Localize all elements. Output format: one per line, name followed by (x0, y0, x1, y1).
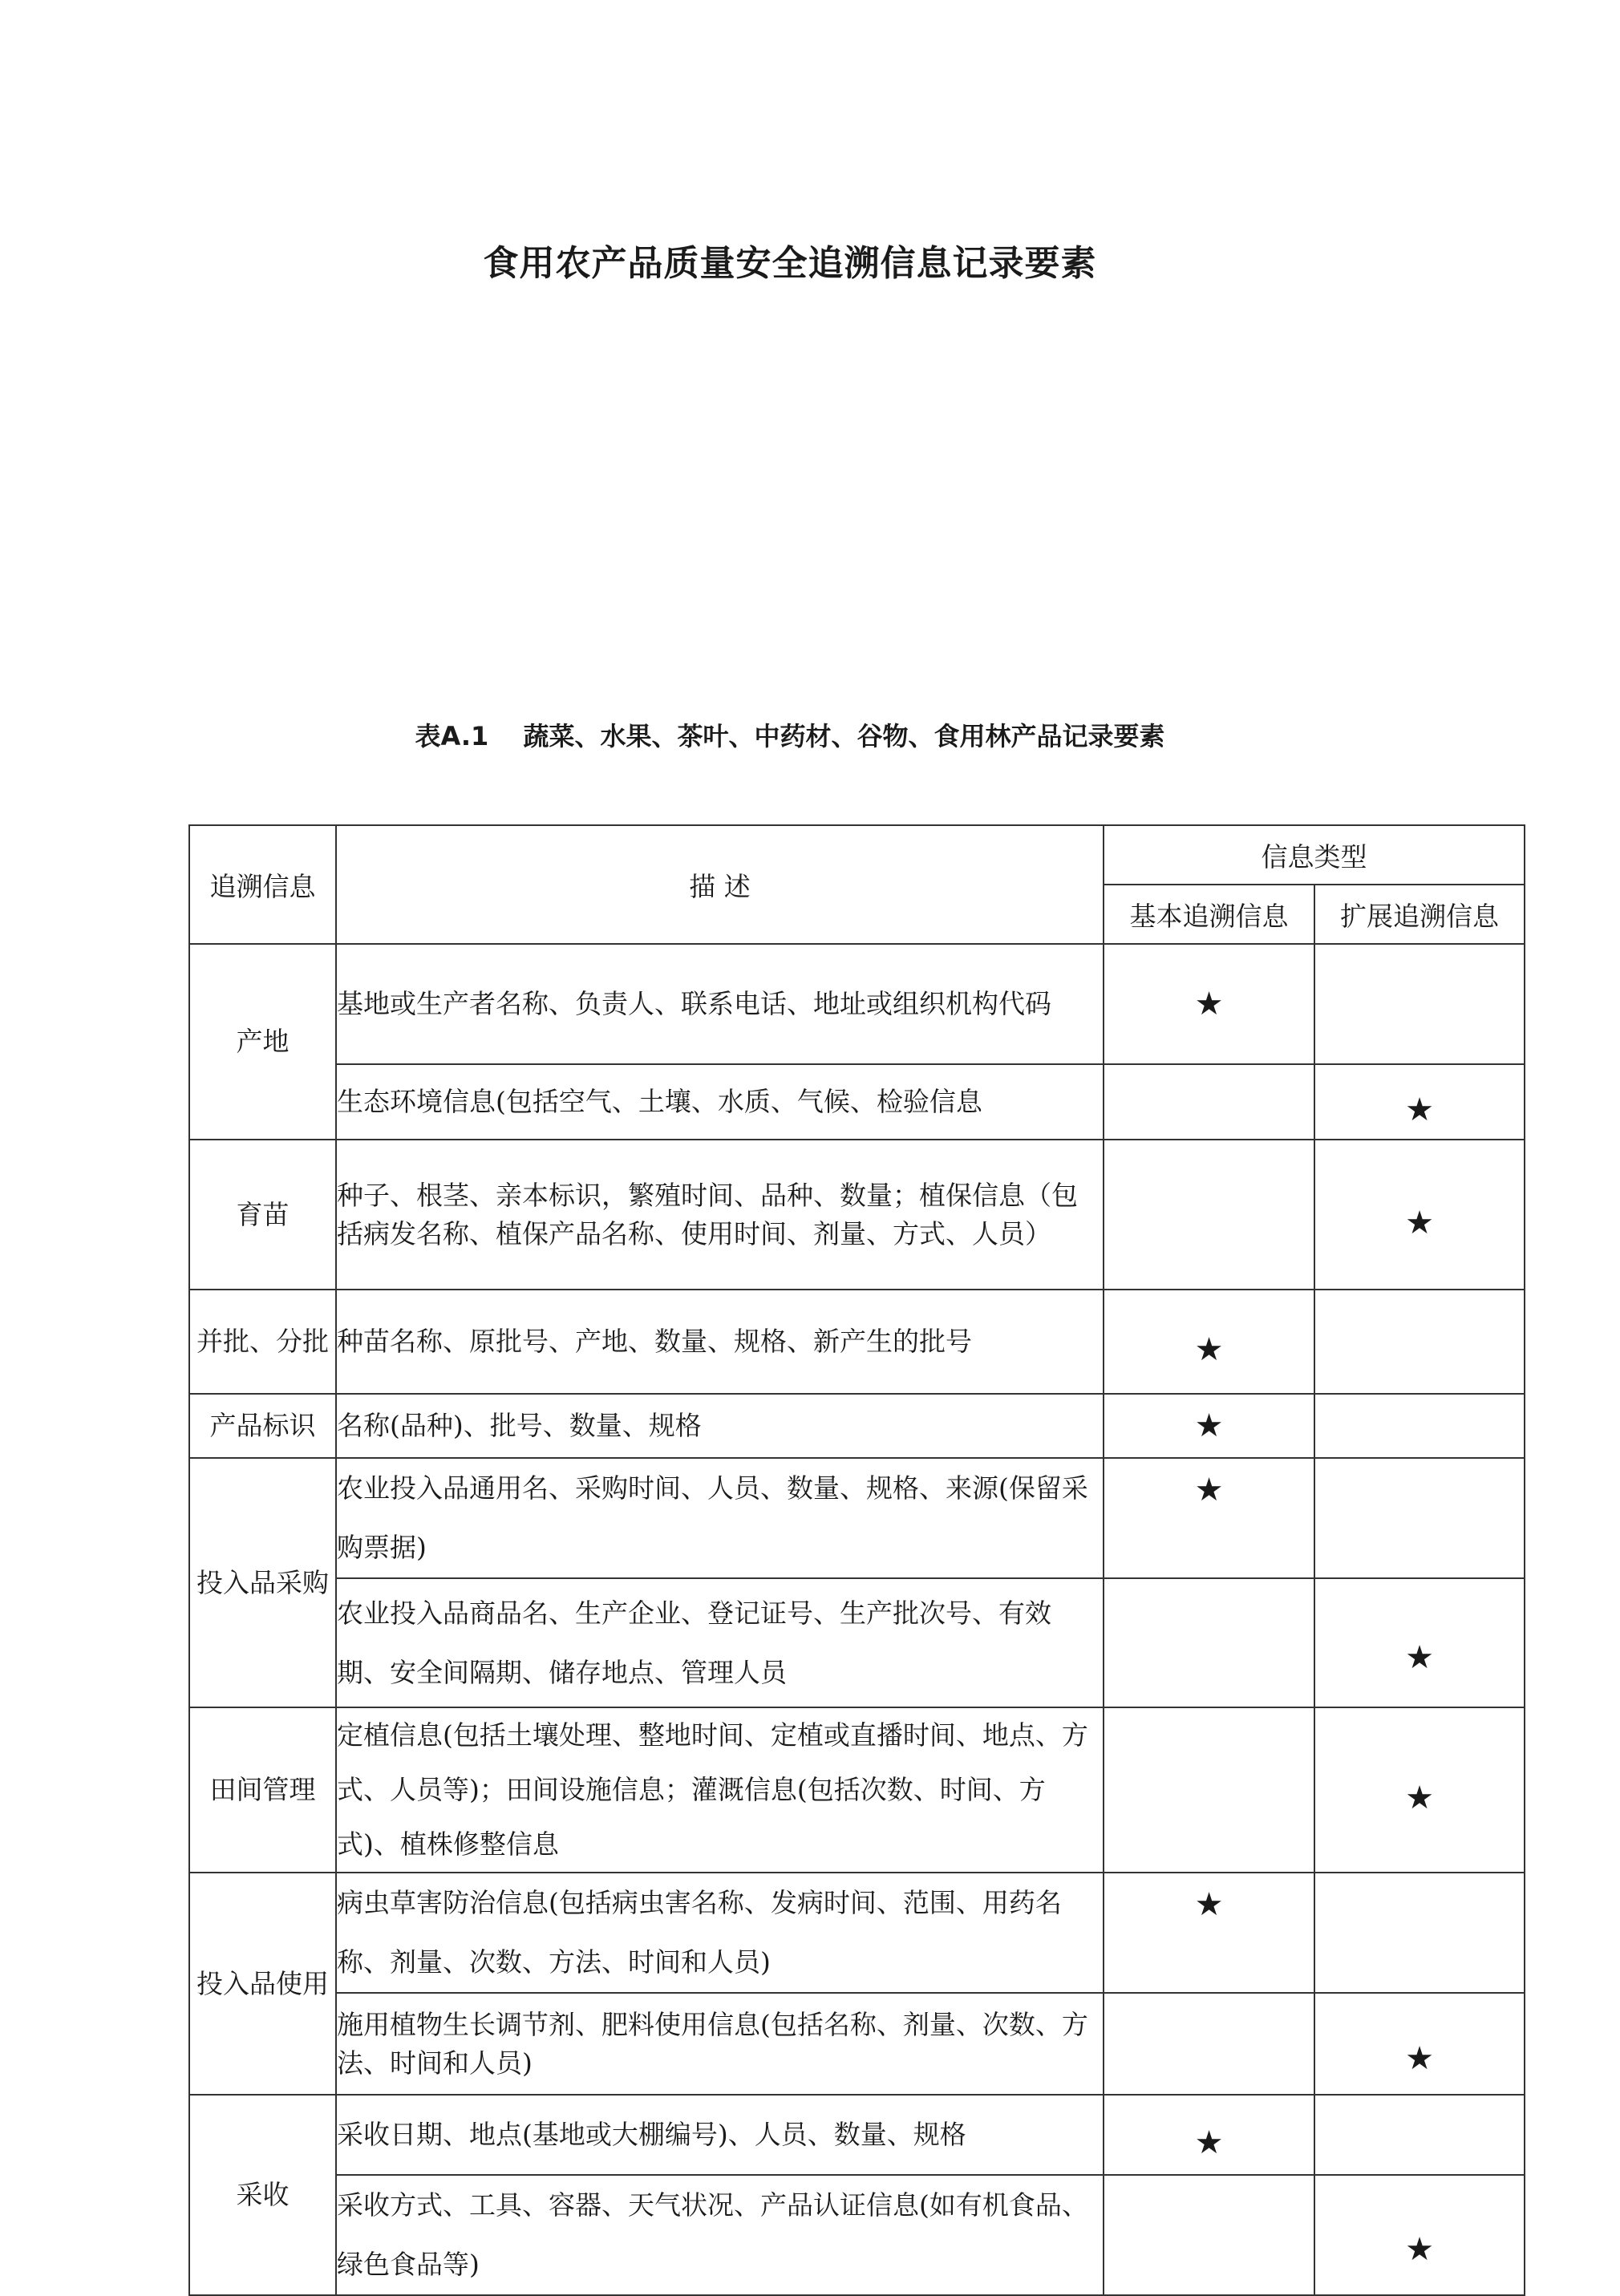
category-cell: 并批、分批 (189, 1290, 336, 1394)
basic-mark: ★ (1104, 944, 1314, 1064)
table-row (189, 1394, 1525, 1458)
category-cell: 投入品采购 (189, 1458, 336, 1707)
extended-mark: ★ (1314, 2175, 1525, 2295)
category-cell: 产品标识 (189, 1394, 336, 1458)
extended-mark (1314, 1458, 1525, 1578)
table-header-row (189, 825, 1525, 885)
basic-mark: ★ (1104, 2095, 1314, 2175)
header-basic-info: 基本追溯信息 (1104, 885, 1314, 944)
description-cell: 采收日期、地点(基地或大棚编号)、人员、数量、规格 (336, 2095, 1104, 2175)
table-row (189, 2095, 1525, 2175)
table-caption: 表A.1 蔬菜、水果、茶叶、中药材、谷物、食用林产品记录要素 (415, 721, 1165, 751)
basic-mark: ★ (1104, 1290, 1314, 1394)
trace-elements-table (188, 824, 1525, 2296)
header-extended-info: 扩展追溯信息 (1314, 885, 1525, 944)
table-row (189, 2175, 1525, 2295)
description-cell: 名称(品种)、批号、数量、规格 (336, 1394, 1104, 1458)
basic-mark (1104, 1064, 1314, 1140)
basic-mark (1104, 2175, 1314, 2295)
basic-mark (1104, 1578, 1314, 1707)
category-cell: 产地 (189, 944, 336, 1140)
extended-mark: ★ (1314, 1578, 1525, 1707)
table-row (189, 1873, 1525, 1993)
header-description: 描 述 (336, 825, 1104, 944)
extended-mark (1314, 2095, 1525, 2175)
description-cell: 种子、根茎、亲本标识，繁殖时间、品种、数量；植保信息（包括病发名称、植保产品名称、使用时间、剂量、方式、人员） (336, 1140, 1104, 1290)
basic-mark: ★ (1104, 1458, 1314, 1578)
table-row (189, 944, 1525, 1064)
basic-mark (1104, 1707, 1314, 1873)
description-cell: 病虫草害防治信息(包括病虫害名称、发病时间、范围、用药名称、剂量、次数、方法、时间和人员) (336, 1873, 1104, 1993)
extended-mark (1314, 1394, 1525, 1458)
table-row (189, 1064, 1525, 1140)
table-row (189, 1993, 1525, 2095)
basic-mark (1104, 1140, 1314, 1290)
table-row (189, 1140, 1525, 1290)
description-cell: 农业投入品通用名、采购时间、人员、数量、规格、来源(保留采购票据) (336, 1458, 1104, 1578)
category-cell: 投入品使用 (189, 1873, 336, 2095)
basic-mark (1104, 1993, 1314, 2095)
description-cell: 施用植物生长调节剂、肥料使用信息(包括名称、剂量、次数、方法、时间和人员) (336, 1993, 1104, 2095)
basic-mark: ★ (1104, 1873, 1314, 1993)
table-row (189, 1290, 1525, 1394)
category-cell: 育苗 (189, 1140, 336, 1290)
description-cell: 定植信息(包括土壤处理、整地时间、定植或直播时间、地点、方式、人员等)；田间设施信息；灌溉信息(包括次数、时间、方式)、植株修整信息 (336, 1707, 1104, 1873)
description-cell: 基地或生产者名称、负责人、联系电话、地址或组织机构代码 (336, 944, 1104, 1064)
extended-mark: ★ (1314, 1140, 1525, 1290)
category-cell: 采收 (189, 2095, 336, 2295)
table-row (189, 1578, 1525, 1707)
description-cell: 生态环境信息(包括空气、土壤、水质、气候、检验信息 (336, 1064, 1104, 1140)
category-cell: 田间管理 (189, 1707, 336, 1873)
document-title: 食用农产品质量安全追溯信息记录要素 (483, 243, 1097, 284)
extended-mark: ★ (1314, 1064, 1525, 1140)
basic-mark: ★ (1104, 1394, 1314, 1458)
extended-mark (1314, 1290, 1525, 1394)
description-cell: 采收方式、工具、容器、天气状况、产品认证信息(如有机食品、绿色食品等) (336, 2175, 1104, 2295)
extended-mark (1314, 1873, 1525, 1993)
table-row (189, 1707, 1525, 1873)
description-cell: 种苗名称、原批号、产地、数量、规格、新产生的批号 (336, 1290, 1104, 1394)
extended-mark: ★ (1314, 1707, 1525, 1873)
table-row (189, 1458, 1525, 1578)
extended-mark: ★ (1314, 1993, 1525, 2095)
extended-mark (1314, 944, 1525, 1064)
header-info-type: 信息类型 (1104, 825, 1525, 885)
header-trace-info: 追溯信息 (189, 825, 336, 944)
description-cell: 农业投入品商品名、生产企业、登记证号、生产批次号、有效期、安全间隔期、储存地点、管理人员 (336, 1578, 1104, 1707)
